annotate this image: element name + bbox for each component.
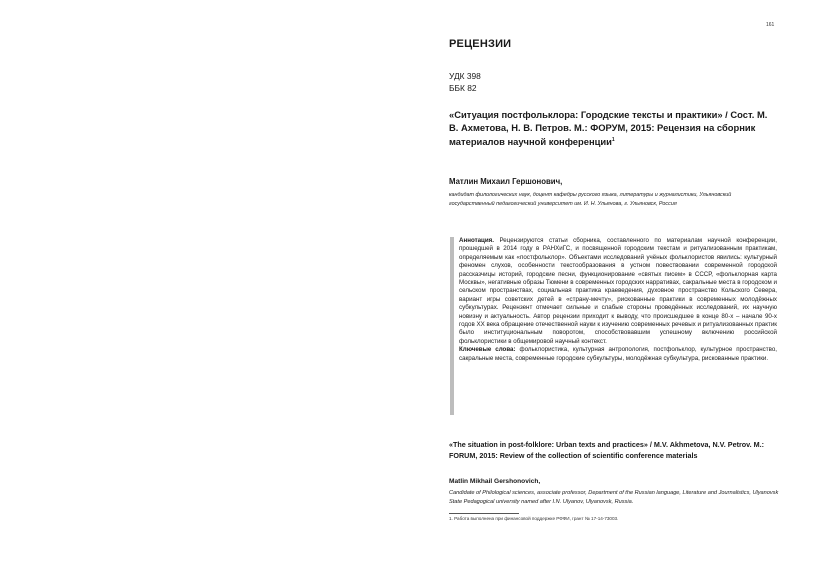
article-title-text: «Ситуация постфольклора: Городские тексты и практики» / Сост. М. В. Ахметова, Н. В. Петров. М.: ФОРУМ, 2015: Рецензия на сборник материалов научной конференции <box>449 109 768 148</box>
abstract-label: Аннотация. <box>459 237 494 244</box>
keywords-text: фольклористика, культурная антропология, постфольклор, культурное пространство, сакральные места, современные городские субкультуры, молодёжная субкультура, рискованные практики. <box>459 346 777 362</box>
udk-code: УДК 398 <box>449 71 481 81</box>
abstract-paragraph <box>459 237 777 346</box>
author-name: Матлин Михаил Гершонович, <box>449 177 563 186</box>
section-title: РЕЦЕНЗИИ <box>449 38 512 50</box>
english-title: «The situation in post-folklore: Urban texts and practices» / M.V. Akhmetova, N.V. Petrov. M.: FORUM, 2015: Review of the collection of scientific conference materials <box>449 440 764 460</box>
abstract-text: Рецензируются статьи сборника, составленного по материалам научной конференции, прошедшей в 2014 году в РАНХиГС, и посвященной городским текстам и ритуализованным практикам, определяемым как «постфольклор». Объектами исследований учёных фольклористов явились: культурный феномен слухов, особенности текстообразования в устном повествовании современной городской рассказчицы историй, городские песни, функционирование «святых писем» в СССР, «фольклорная карта Москвы», негативные образы Тюмени в современных городских нарративах, сакральные места в городском и сельском пространствах, социальная практика краеведения, духовное пространство Кольского Севера, вариант игры советских детей в «страну-мечту», рискованные практики в современных молодёжных субкультурах. Рецензент отмечает сильные и слабые стороны проведённых исследований, их научную новизну и актуальность. Автор рецензии приходит к выводу, что происшедшее в конце 80-х – начале 90-х годов XX века обращение отечественной науки к изучению современных речевых и ритуализованных практик было институциональным поворотом, способствовавшим успешному включению российской фольклористики в общемировой научный контекст. <box>459 237 777 345</box>
english-author-bio: Candidate of Philological sciences, associate professor, Department of the Russian language, Literature and Journalistics, Ulyanovsk State Pedagogical university named after I.N. Ulyanov, Ulyanovsk, Russia. <box>449 490 779 505</box>
footnote-mark: 1 <box>611 137 615 143</box>
keywords-paragraph <box>459 346 777 363</box>
abstract-sidebar-bar <box>450 237 454 415</box>
page-number: 161 <box>766 22 775 28</box>
classification-codes <box>449 70 481 94</box>
english-author-name: Matlin Mikhail Gershonovich, <box>449 478 541 485</box>
footnote-divider <box>449 513 519 514</box>
bbk-code: ББК 82 <box>449 83 477 93</box>
footnote: 1. Работа выполнена при финансовой поддержке РФФИ, грант № 17-14-73003. <box>449 516 619 521</box>
author-bio: кандидат филологических наук, доцент кафедры русского языка, литературы и журналистики, Ульяновский государственный педагогический университет им. И. Н. Ульянова, г. Ульяновск, Россия <box>449 192 732 207</box>
abstract-block <box>459 237 777 363</box>
keywords-label: Ключевые слова: <box>459 346 516 354</box>
article-title <box>449 108 779 148</box>
